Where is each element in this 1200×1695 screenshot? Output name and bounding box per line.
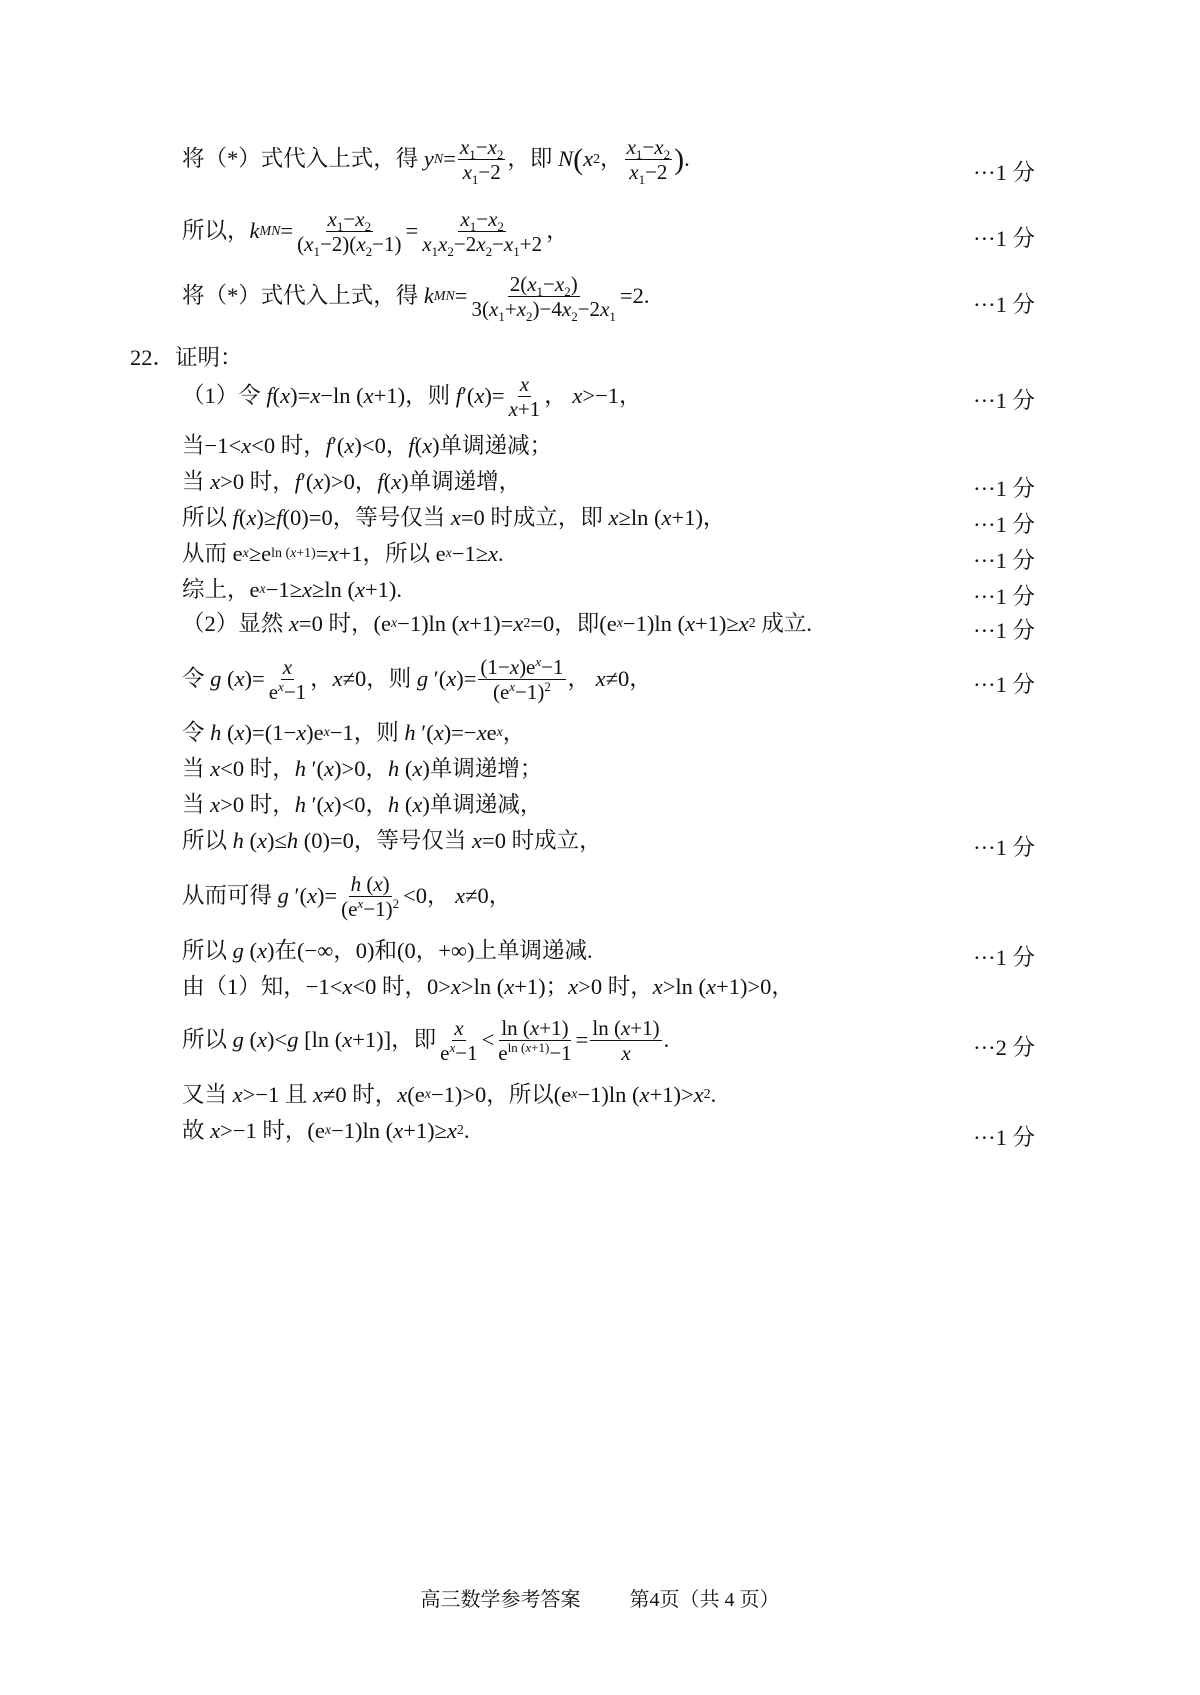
score-mark: ···1 分 (973, 388, 1035, 413)
solution-line: 故 x >−1 时，(e x −1)ln ( x +1)≥ x 2 . (182, 1118, 470, 1143)
solution-line: 又当 x >−1 且 x ≠0 时， x (e x −1)>0，所以(e x −1)ln ( x +1)> x 2 . (182, 1082, 717, 1107)
question-number: 22．证明： (130, 345, 243, 370)
score-mark: ···1 分 (973, 672, 1035, 697)
solution-line: 由（1）知，−1< x <0 时，0> x >ln ( x +1)； x >0 时， x >ln ( x +1)>0， (182, 974, 794, 999)
score-mark: ···1 分 (973, 548, 1035, 573)
score-mark: ···1 分 (973, 160, 1035, 185)
solution-line: 所以 h ( x )≤ h (0)=0，等号仅当 x =0 时成立， (182, 828, 602, 853)
solution-line: 当 x >0 时， f ′( x )>0， f ( x )单调递增， (182, 469, 522, 494)
solution-line: 所以 g ( x )在(−∞，0)和(0，+∞)上单调递减. (182, 938, 593, 963)
solution-line: 所以， k MN = $\frac{x_1-x_2}{(x_1-2)(x_2-1)}$ = $\frac{x_1-x_2}{x_1x_2-2x_2-x_1+2}$ ， (182, 207, 569, 260)
solution-line: 当−1< x <0 时， f ′( x )<0， f ( x )单调递减； (182, 433, 553, 458)
solution-line: 从而 e x ≥e ln (x+1) = x +1，所以 e x −1≥ x . (182, 541, 504, 566)
solution-line: 综上，e x −1≥ x ≥ln ( x +1). (182, 577, 403, 602)
score-mark: ···1 分 (973, 1125, 1035, 1150)
score-mark: ···1 分 (973, 226, 1035, 251)
solution-line: 当 x <0 时， h ′( x )>0， h ( x )单调递增； (182, 756, 543, 781)
score-mark: ···2 分 (973, 1035, 1035, 1060)
solution-line: 将（*）式代入上式，得 y N = $\frac{x_1-x_2}{x_1-2}$ ，即 N ( x 2 ， $\frac{x_1-x_2}{x_1-2}$ ) . (182, 135, 690, 188)
score-mark: ···1 分 (973, 584, 1035, 609)
solution-line: 所以 f ( x )≥ f (0)=0，等号仅当 x =0 时成立，即 x ≥ln ( x +1)， (182, 505, 726, 530)
solution-line: 从而可得 g ′( x )= $\frac{h (x)}{(e^x-1)^2}$ <0， x ≠0， (182, 872, 512, 922)
score-mark: ···1 分 (973, 512, 1035, 537)
score-mark: ···1 分 (973, 292, 1035, 317)
solution-line: 所以 g ( x )< g [ln ( x +1)]，即 $\frac{x}{e^x-1}$ < $\frac{\ln (x+1)}{e^{ln (x+1)}-1}$ = $\frac{\ln (x+1)}{x}$ . (182, 1016, 670, 1066)
page-number: 第4页（共 4 页） (629, 1589, 780, 1611)
score-mark: ···1 分 (973, 618, 1035, 643)
score-mark: ···1 分 (973, 476, 1035, 501)
solution-line: （2）显然 x =0 时，(e x −1)ln ( x +1)= x 2 =0，即(e x −1)ln ( x +1)≥ x 2 成立. (182, 611, 812, 636)
solution-line: 当 x >0 时， h ′( x )<0， h ( x )单调递减， (182, 792, 543, 817)
footer-title: 高三数学参考答案 (420, 1589, 581, 1611)
score-mark: ···1 分 (973, 945, 1035, 970)
score-mark: ···1 分 (973, 835, 1035, 860)
solution-line: 令 g ( x )= $\frac{x}{e^x-1}$ ， x ≠0，则 g ′( x )= $\frac{(1-x)e^x-1}{(e^x-1)^2}$ ， x ≠0， (182, 654, 652, 705)
solution-line: （1）令 f ( x )= x −ln ( x +1)，则 f ′( x )= $\frac{x}{x+1}$ ， x >−1， (182, 372, 642, 422)
page-footer (0, 1583, 1200, 1612)
solution-line: 令 h ( x )=(1− x )e x −1，则 h ′( x )=− x e x ， (182, 720, 526, 745)
solution-line: 将（*）式代入上式，得 k MN = $\frac{2(x_1-x_2)}{3(x_1+x_2)-4x_2-2x_1}$ =2. (182, 272, 650, 325)
